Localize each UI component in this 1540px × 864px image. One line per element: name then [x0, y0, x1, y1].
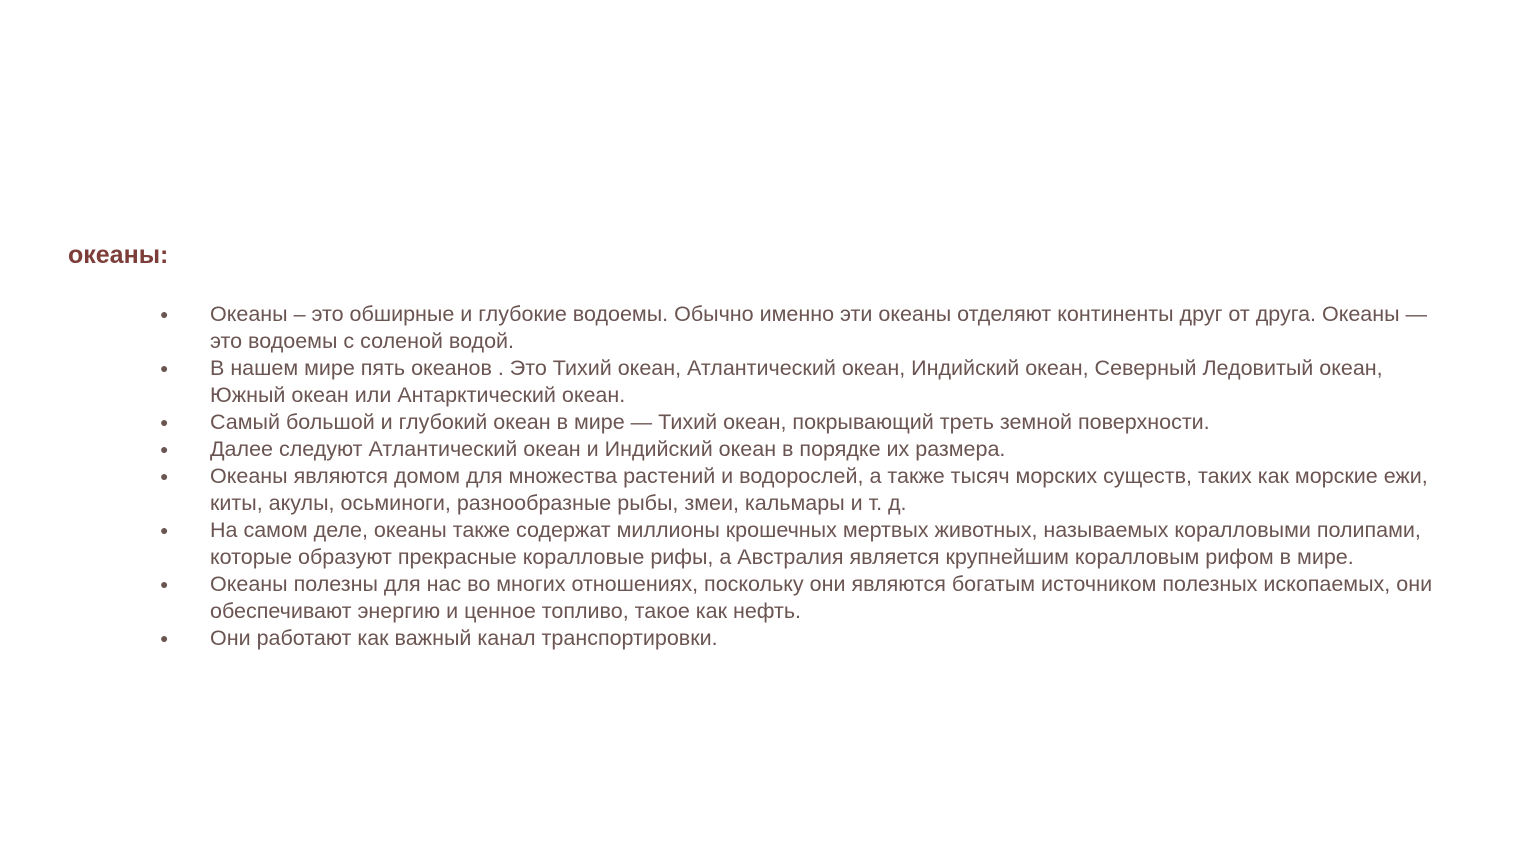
bullet-item [160, 436, 1440, 463]
bullet-item [160, 463, 1440, 517]
bullet-icon: ● [160, 522, 169, 538]
bullet-text: Они работают как важный канал транспортировки. [210, 626, 718, 650]
bullet-icon: ● [160, 468, 169, 484]
bullet-icon: ● [160, 576, 169, 592]
bullet-text: Океаны полезны для нас во многих отношениях, поскольку они являются богатым источником полезных ископаемых, они обеспечивают энергию и ценное топливо, такое как нефть. [210, 572, 1433, 623]
bullet-item [160, 625, 1440, 652]
bullet-item [160, 355, 1440, 409]
bullet-text: На самом деле, океаны также содержат миллионы крошечных мертвых животных, называемых коралловыми полипами, которые образуют прекрасные коралловые рифы, а Австралия является крупнейшим коралловым рифом в мире. [210, 518, 1421, 569]
bullet-text: Самый большой и глубокий океан в мире — Тихий океан, покрывающий треть земной поверхности. [210, 410, 1210, 434]
bullet-item [160, 301, 1440, 355]
slide-heading: океаны: [68, 241, 169, 269]
bullet-item [160, 517, 1440, 571]
bullet-text: Далее следуют Атлантический океан и Индийский океан в порядке их размера. [210, 437, 1006, 461]
bullet-icon: ● [160, 360, 169, 376]
bullet-text: В нашем мире пять океанов . Это Тихий океан, Атлантический океан, Индийский океан, Северный Ледовитый океан, Южный океан или Антарктический океан. [210, 356, 1383, 407]
bullet-text: Океаны – это обширные и глубокие водоемы. Обычно именно эти океаны отделяют континенты друг от друга. Океаны — это водоемы с соленой водой. [210, 302, 1428, 353]
bullet-icon: ● [160, 414, 169, 430]
bullet-icon: ● [160, 441, 169, 457]
bullet-text: Океаны являются домом для множества растений и водорослей, а также тысяч морских существ, таких как морские ежи, киты, акулы, осьминоги, разнообразные рыбы, змеи, кальмары и т. д. [210, 464, 1428, 515]
bullet-icon: ● [160, 630, 169, 646]
bullet-list [160, 301, 1440, 652]
bullet-icon: ● [160, 306, 169, 322]
bullet-item [160, 571, 1440, 625]
bullet-item [160, 409, 1440, 436]
